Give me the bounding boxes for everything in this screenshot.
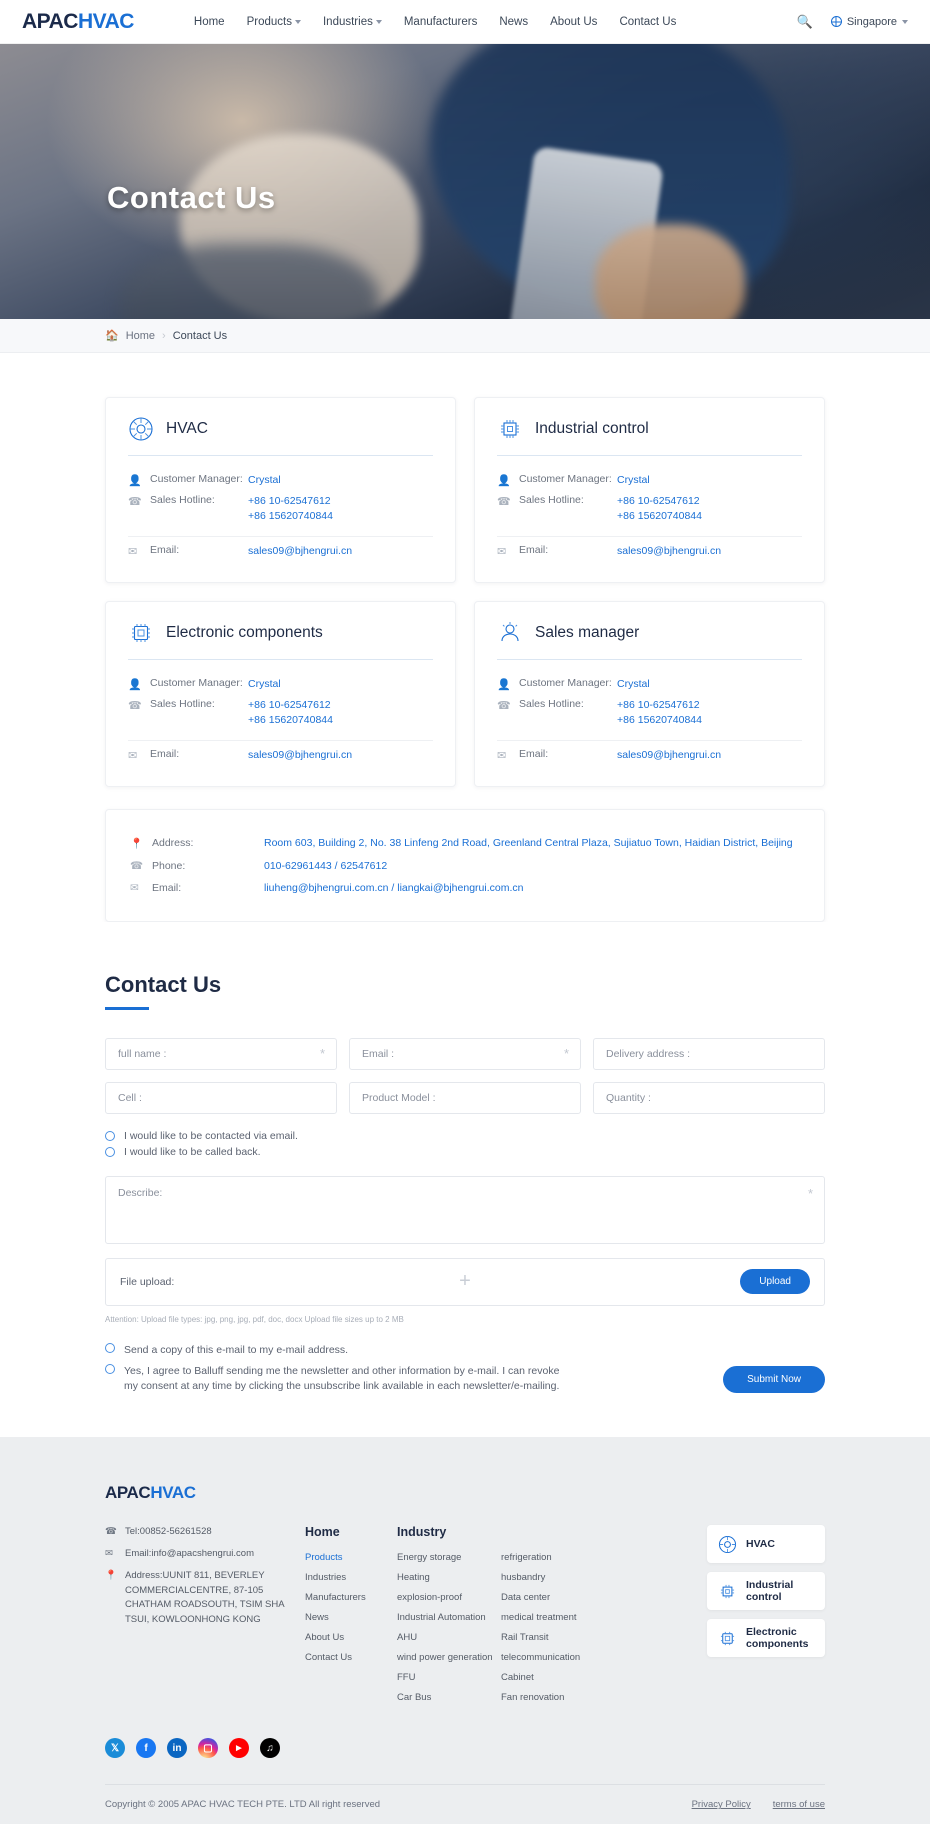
manager-value: Crystal [248, 677, 281, 690]
phone-row [130, 855, 800, 877]
hero-shape [595, 224, 745, 319]
footer-address-text: Address:UUNIT 811, BEVERLEY COMMERCIALCENTRE, 87-105 CHATHAM ROADSOUTH, TSIM SHA TSUI, KOWLOONHONG KONG [125, 1569, 285, 1625]
card-row-hotline [497, 695, 802, 731]
breadcrumb [0, 319, 930, 353]
quantity-field[interactable] [593, 1082, 825, 1114]
hero-title: Contact Us [107, 180, 276, 215]
sales-manager-icon [497, 620, 523, 646]
consent-label: Send a copy of this e-mail to my e-mail address. [124, 1343, 349, 1356]
card-header [128, 416, 433, 455]
hotline-label: Sales Hotline: [150, 494, 215, 507]
footer-card-label: Industrial control [746, 1579, 794, 1604]
industrial-control-icon [497, 416, 523, 442]
divider [128, 740, 433, 741]
field-placeholder: Quantity : [606, 1091, 651, 1104]
card-row-manager [128, 470, 433, 491]
hotline-2[interactable]: +86 15620740844 [248, 510, 333, 523]
breadcrumb-separator: › [162, 329, 166, 342]
copyright-text: Copyright © 2005 APAC HVAC TECH PTE. LTD All right reserved [105, 1799, 381, 1811]
hotline-2[interactable]: +86 15620740844 [617, 510, 702, 523]
field-placeholder: Product Model : [362, 1091, 436, 1104]
person-icon: 👤 [497, 475, 511, 487]
footer-link-data-center[interactable]: Data center [501, 1592, 551, 1604]
footer-col-spacer [501, 1525, 605, 1539]
footer-link-refrigeration[interactable]: refrigeration [501, 1552, 552, 1564]
card-row-email [497, 745, 802, 766]
footer-link-ahu[interactable]: AHU [397, 1632, 418, 1644]
radio-icon[interactable] [105, 1147, 115, 1157]
hvac-icon [718, 1535, 737, 1554]
card-title: HVAC [166, 420, 208, 437]
logo[interactable] [22, 10, 134, 34]
social-links [105, 1738, 825, 1784]
divider [497, 536, 802, 537]
hotline-label: Sales Hotline: [519, 698, 584, 711]
footer-link-fan-renovation[interactable]: Fan renovation [501, 1692, 565, 1704]
radio-icon[interactable] [105, 1131, 115, 1141]
home-icon: 🏠 [105, 330, 119, 342]
nav-label: About Us [550, 15, 598, 28]
card-row-manager [497, 470, 802, 491]
phone-icon: ☎ [128, 700, 142, 713]
nav-item-contact-us[interactable] [619, 16, 676, 28]
hotline-2[interactable]: +86 15620740844 [248, 714, 333, 727]
nav-item-news[interactable] [499, 16, 528, 28]
footer-link-explosion-proof[interactable]: explosion-proof [397, 1592, 462, 1604]
language-selector[interactable] [831, 16, 908, 28]
mail-icon: ✉ [105, 1548, 113, 1560]
nav-label: Home [193, 15, 225, 28]
card-row-manager [128, 674, 433, 695]
required-marker: * [319, 1046, 325, 1062]
manager-value: Crystal [617, 474, 650, 486]
required-marker: * [807, 1185, 813, 1201]
electronic-components-icon [718, 1629, 737, 1648]
divider [497, 740, 802, 741]
footer-col-industry [397, 1525, 501, 1712]
nav-item-about-us[interactable] [550, 16, 597, 28]
footer-card-label: Electronic components [746, 1626, 809, 1651]
main-nav [194, 16, 676, 28]
footer-link-products[interactable]: Products [305, 1552, 343, 1564]
card-title: Industrial control [535, 420, 649, 437]
email-label: Email: [150, 543, 180, 556]
hotline-2[interactable]: +86 15620740844 [617, 714, 702, 727]
radio-called-back[interactable] [105, 1144, 825, 1160]
industrial-control-icon [718, 1582, 737, 1601]
footer-col-industry-head: Industry [397, 1525, 447, 1540]
email-value[interactable]: sales09@bjhengrui.cn [617, 748, 722, 761]
card-header [497, 620, 802, 659]
nav-item-products[interactable] [247, 16, 301, 28]
consent-lines [105, 1340, 723, 1398]
upload-button[interactable]: Upload [740, 1269, 810, 1294]
site-footer [0, 1437, 930, 1824]
footer-link-news[interactable]: News [305, 1612, 329, 1624]
card-title: Sales manager [535, 623, 640, 641]
file-upload-label: File upload: [120, 1275, 175, 1288]
contact-card-sales-manager [474, 601, 825, 787]
divider [497, 659, 802, 660]
footer-card-electronic-components[interactable] [707, 1619, 825, 1657]
footer-logo-apac: APAC [105, 1483, 151, 1503]
nav-item-manufacturers[interactable] [404, 16, 478, 28]
card-row-email [128, 541, 433, 562]
person-icon: 👤 [128, 678, 142, 691]
footer-link-husbandry[interactable]: husbandry [501, 1572, 546, 1584]
plus-icon[interactable]: + [459, 1270, 471, 1293]
radio-label: I would like to be contacted via email. [124, 1129, 298, 1142]
radio-icon[interactable] [105, 1364, 115, 1374]
footer-link-contact-us[interactable]: Contact Us [305, 1652, 352, 1664]
breadcrumb-current: Contact Us [172, 329, 228, 342]
logo-apac: APAC [22, 9, 78, 33]
footer-link-rail-transit[interactable]: Rail Transit [501, 1632, 549, 1644]
nav-label: Industries [322, 15, 373, 28]
globe-icon [831, 16, 842, 27]
nav-item-home[interactable] [194, 16, 225, 28]
footer-logo-hvac: HVAC [150, 1483, 196, 1503]
radio-contact-via-email[interactable] [105, 1128, 825, 1144]
hotline-values [248, 698, 333, 728]
contact-card-industrial-control [474, 397, 825, 583]
youtube-icon[interactable]: ► [229, 1738, 249, 1758]
hero-banner [0, 44, 930, 319]
email-field[interactable] [349, 1038, 581, 1070]
address-row [130, 832, 800, 855]
upload-attention-text: Attention: Upload file types: jpg, png, jpg, pdf, doc, docx Upload file sizes up to 2 MB [105, 1314, 404, 1324]
hotline-values [617, 698, 702, 728]
footer-col-home [305, 1525, 397, 1712]
hotline-label: Sales Hotline: [519, 494, 584, 507]
site-header [0, 0, 930, 44]
email-value[interactable]: sales09@bjhengrui.cn [248, 544, 353, 557]
manager-label: Customer Manager: [519, 473, 612, 485]
electronic-components-icon [128, 620, 154, 646]
contact-preference-radios [105, 1128, 825, 1160]
card-row-hotline [128, 491, 433, 527]
instagram-icon[interactable]: ▢ [198, 1738, 218, 1758]
card-row-email [497, 541, 802, 562]
field-placeholder: full name : [118, 1047, 167, 1060]
address-value: Room 603, Building 2, No. 38 Linfeng 2nd Road, Greenland Central Plaza, Sujiatuo Town, Haidian District, Beijing [264, 836, 793, 849]
facebook-icon[interactable]: f [136, 1738, 156, 1758]
footer-link-cabinet[interactable]: Cabinet [501, 1672, 534, 1684]
pin-icon: 📍 [105, 1569, 117, 1581]
phone-icon: ☎ [497, 496, 511, 509]
contact-cards-grid [105, 353, 825, 787]
field-placeholder: Delivery address : [606, 1047, 691, 1060]
phone-label: Phone: [152, 859, 186, 872]
chevron-down-icon [295, 20, 301, 24]
card-title: Electronic components [166, 623, 323, 641]
footer-email [105, 1547, 305, 1562]
footer-link-ffu[interactable]: FFU [397, 1672, 416, 1684]
tiktok-icon[interactable]: ♫ [260, 1738, 280, 1758]
mail-icon: ✉ [128, 545, 138, 558]
manager-label: Customer Manager: [519, 676, 612, 689]
divider [128, 536, 433, 537]
mail-icon: ✉ [130, 881, 139, 894]
manager-label: Customer Manager: [150, 676, 243, 689]
contact-card-hvac [105, 397, 456, 583]
footer-tel-text: Tel:00852-56261528 [125, 1526, 212, 1538]
footer-link-industrial-automation[interactable]: Industrial Automation [397, 1612, 486, 1624]
twitter-x-icon[interactable]: 𝕏 [105, 1738, 125, 1758]
manager-label: Customer Manager: [150, 473, 243, 485]
phone-icon: ☎ [128, 496, 142, 509]
footer-link-car-bus[interactable]: Car Bus [397, 1692, 432, 1704]
hvac-icon [128, 416, 154, 442]
contact-cards-section [0, 353, 930, 922]
footer-logo[interactable] [105, 1483, 825, 1503]
full-name-field[interactable] [105, 1038, 337, 1070]
describe-placeholder: Describe: [118, 1186, 163, 1199]
divider [128, 455, 433, 456]
hotline-1[interactable]: +86 10-62547612 [617, 495, 700, 508]
hotline-values [617, 494, 702, 524]
nav-label: News [499, 15, 529, 28]
file-upload-row [105, 1258, 825, 1306]
phone-value[interactable]: 010-62961443 / 62547612 [264, 859, 388, 872]
hotline-1[interactable]: +86 10-62547612 [617, 699, 700, 712]
footer-tel [105, 1525, 305, 1540]
nav-label: Products [246, 15, 292, 28]
mail-icon: ✉ [128, 749, 138, 762]
manager-value: Crystal [248, 474, 281, 486]
person-icon: 👤 [497, 678, 511, 691]
consent-section [105, 1340, 825, 1398]
footer-card-industrial-control[interactable] [707, 1572, 825, 1610]
footer-bottom-bar [105, 1784, 825, 1824]
footer-address [105, 1569, 305, 1628]
footer-col-industry-2 [501, 1525, 605, 1712]
card-row-email [128, 745, 433, 766]
privacy-policy-link[interactable]: Privacy Policy [691, 1799, 751, 1811]
card-row-manager [497, 674, 802, 695]
footer-legal-links [692, 1799, 825, 1810]
footer-link-medical-treatment[interactable]: medical treatment [501, 1612, 577, 1624]
field-placeholder: Email : [362, 1047, 395, 1060]
footer-col-home-head: Home [305, 1525, 340, 1540]
footer-card-label: HVAC [746, 1538, 775, 1551]
cell-field[interactable] [105, 1082, 337, 1114]
nav-label: Manufacturers [403, 15, 478, 28]
contact-form-section [0, 922, 930, 1438]
company-address-card [105, 809, 825, 922]
phone-icon: ☎ [105, 1526, 117, 1538]
footer-link-about-us[interactable]: About Us [305, 1632, 345, 1644]
page-title: Contact Us [105, 971, 222, 997]
person-icon: 👤 [128, 475, 142, 487]
phone-icon: ☎ [497, 700, 511, 713]
consent-copy-email[interactable] [105, 1340, 575, 1361]
chevron-down-icon [902, 20, 908, 24]
footer-link-heating[interactable]: Heating [397, 1572, 430, 1584]
nav-item-industries[interactable] [323, 16, 382, 28]
card-row-hotline [497, 491, 802, 527]
footer-link-industries[interactable]: Industries [305, 1572, 347, 1584]
consent-newsletter[interactable] [105, 1361, 575, 1397]
footer-card-hvac[interactable] [707, 1525, 825, 1563]
nav-label: Contact Us [619, 15, 677, 28]
hotline-1[interactable]: +86 10-62547612 [248, 495, 331, 508]
footer-main [105, 1525, 825, 1712]
submit-button[interactable]: Submit Now [723, 1366, 825, 1393]
footer-email-text: Email:info@apacshengrui.com [125, 1548, 254, 1560]
card-header [497, 416, 802, 455]
required-marker: * [563, 1046, 569, 1062]
email-label: Email: [519, 747, 549, 760]
describe-textarea[interactable] [105, 1176, 825, 1244]
logo-hvac: HVAC [77, 9, 134, 33]
header-right [797, 14, 908, 30]
form-fields-grid [105, 1038, 825, 1114]
footer-link-manufacturers[interactable]: Manufacturers [305, 1592, 366, 1604]
address-label: Address: [152, 836, 194, 849]
chevron-down-icon [376, 20, 382, 24]
email-label: Email: [519, 543, 549, 556]
footer-contact-block [105, 1525, 305, 1712]
card-row-hotline [128, 695, 433, 731]
divider [497, 455, 802, 456]
search-icon[interactable]: 🔍 [796, 13, 813, 29]
footer-category-cards [707, 1525, 825, 1712]
title-underline [105, 1007, 149, 1010]
email-label: Email: [150, 747, 180, 760]
terms-of-use-link[interactable]: terms of use [772, 1799, 825, 1811]
product-model-field[interactable] [349, 1082, 581, 1114]
linkedin-icon[interactable]: in [167, 1738, 187, 1758]
contact-card-electronic-components [105, 601, 456, 787]
footer-link-wind-power[interactable]: wind power generation [397, 1652, 493, 1664]
card-header [128, 620, 433, 659]
email-label: Email: [152, 881, 182, 894]
divider [128, 659, 433, 660]
pin-icon: 📍 [130, 837, 144, 850]
email-value[interactable]: liuheng@bjhengrui.com.cn / liangkai@bjhengrui.com.cn [264, 881, 524, 894]
footer-link-energy-storage[interactable]: Energy storage [397, 1552, 462, 1564]
hotline-label: Sales Hotline: [150, 698, 215, 711]
hotline-1[interactable]: +86 10-62547612 [248, 699, 331, 712]
field-placeholder: Cell : [118, 1091, 142, 1104]
submit-wrapper [723, 1366, 825, 1397]
email-value[interactable]: sales09@bjhengrui.cn [617, 544, 722, 557]
phone-icon: ☎ [130, 859, 144, 872]
footer-link-telecommunication[interactable]: telecommunication [501, 1652, 581, 1664]
manager-value: Crystal [617, 677, 650, 690]
delivery-address-field[interactable] [593, 1038, 825, 1070]
email-value[interactable]: sales09@bjhengrui.cn [248, 748, 353, 761]
mail-icon: ✉ [497, 749, 507, 762]
radio-label: I would like to be called back. [124, 1145, 261, 1158]
hotline-values [248, 494, 333, 524]
radio-icon[interactable] [105, 1343, 115, 1353]
email-row [130, 877, 800, 899]
language-label: Singapore [846, 15, 897, 28]
mail-icon: ✉ [497, 545, 507, 558]
consent-label: Yes, I agree to Balluff sending me the newsletter and other information by e-mail. I can revoke my consent at any time by clicking the unsubscribe link available in each newsletter/e-mailing. [124, 1364, 560, 1393]
breadcrumb-home[interactable]: Home [125, 329, 156, 342]
